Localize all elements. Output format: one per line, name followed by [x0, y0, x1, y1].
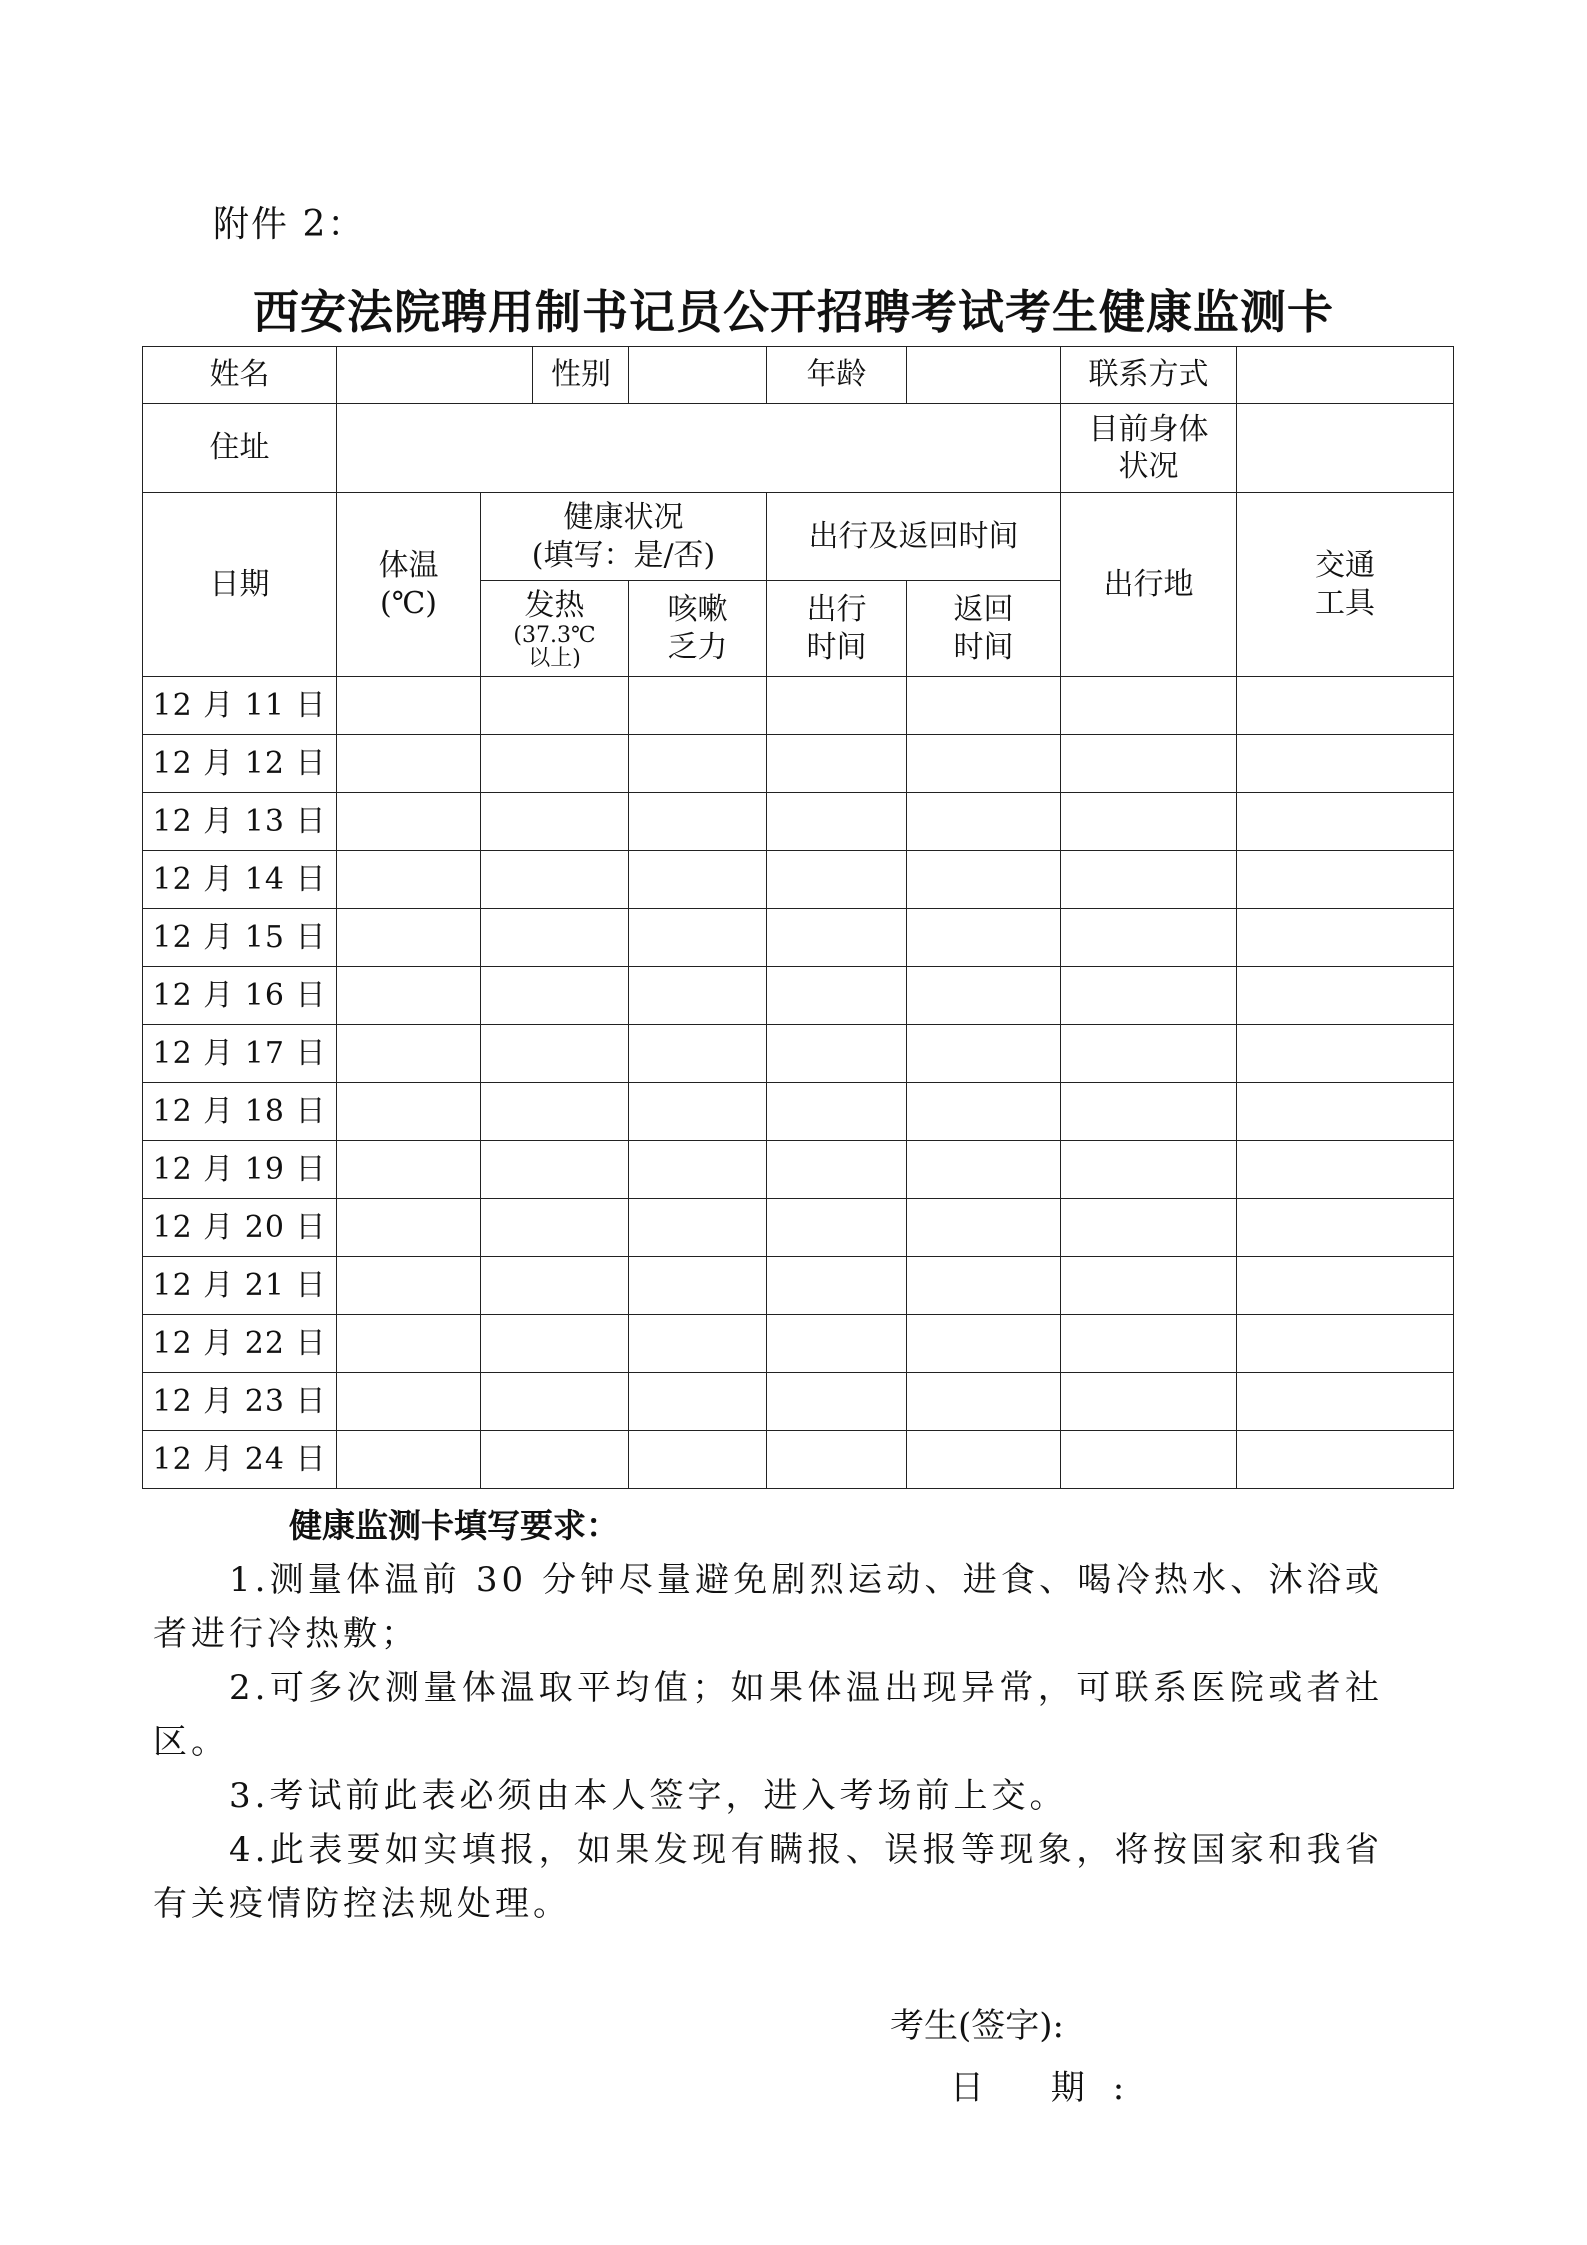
date-cell: 12 月 15 日 — [143, 909, 337, 967]
destination-cell[interactable] — [1061, 1199, 1237, 1257]
cough-cell[interactable] — [629, 1315, 767, 1373]
cough-cell[interactable] — [629, 793, 767, 851]
depart-cell[interactable] — [767, 1315, 907, 1373]
age-field[interactable] — [907, 347, 1061, 404]
requirement-item: 4.此表要如实填报，如果发现有瞒报、误报等现象，将按国家和我省有关疫情防控法规处理。 — [153, 1830, 1383, 1924]
fever-cell[interactable] — [481, 1199, 629, 1257]
cough-header-line1: 咳嗽 — [667, 592, 728, 627]
fever-cell[interactable] — [481, 1373, 629, 1431]
temperature-header — [337, 493, 481, 677]
date-cell: 12 月 19 日 — [143, 1141, 337, 1199]
date-cell: 12 月 18 日 — [143, 1083, 337, 1141]
destination-cell[interactable] — [1061, 967, 1237, 1025]
signature-block — [890, 1995, 1152, 2119]
destination-cell[interactable] — [1061, 1431, 1237, 1489]
date-cell: 12 月 11 日 — [143, 677, 337, 735]
address-label: 住址 — [143, 404, 337, 493]
depart-cell[interactable] — [767, 1199, 907, 1257]
fever-header — [481, 581, 629, 677]
table-row — [143, 1199, 1454, 1257]
transport-cell[interactable] — [1237, 1141, 1454, 1199]
requirement-item: 3.考试前此表必须由本人签字，进入考场前上交。 — [229, 1776, 1068, 1816]
cough-fatigue-header — [629, 581, 767, 677]
date-cell: 12 月 14 日 — [143, 851, 337, 909]
return-cell[interactable] — [907, 1199, 1061, 1257]
destination-cell[interactable] — [1061, 1257, 1237, 1315]
return-cell[interactable] — [907, 793, 1061, 851]
temperature-cell[interactable] — [337, 677, 481, 735]
temperature-cell[interactable] — [337, 851, 481, 909]
transport-cell[interactable] — [1237, 1025, 1454, 1083]
transport-cell[interactable] — [1237, 735, 1454, 793]
fever-cell[interactable] — [481, 1083, 629, 1141]
health-condition-header-line2: (填写：是/否) — [531, 537, 716, 573]
table-row — [143, 1025, 1454, 1083]
temperature-cell[interactable] — [337, 1257, 481, 1315]
depart-cell[interactable] — [767, 1373, 907, 1431]
return-cell[interactable] — [907, 1257, 1061, 1315]
temperature-cell[interactable] — [337, 1083, 481, 1141]
transport-cell[interactable] — [1237, 909, 1454, 967]
destination-cell[interactable] — [1061, 1083, 1237, 1141]
date-cell: 12 月 21 日 — [143, 1257, 337, 1315]
return-cell[interactable] — [907, 735, 1061, 793]
attachment-label: 附件 2： — [213, 204, 366, 245]
table-row — [143, 909, 1454, 967]
cough-cell[interactable] — [629, 677, 767, 735]
destination-cell[interactable] — [1061, 735, 1237, 793]
health-status-label-line1: 目前身体 — [1088, 411, 1209, 447]
temperature-cell[interactable] — [337, 1373, 481, 1431]
return-header-line2: 时间 — [953, 629, 1014, 665]
cough-cell[interactable] — [629, 1431, 767, 1489]
transport-cell[interactable] — [1237, 793, 1454, 851]
depart-cell[interactable] — [767, 1431, 907, 1489]
fever-cell[interactable] — [481, 1315, 629, 1373]
fever-cell[interactable] — [481, 1141, 629, 1199]
date-cell: 12 月 16 日 — [143, 967, 337, 1025]
date-cell: 12 月 12 日 — [143, 735, 337, 793]
cough-cell[interactable] — [629, 1083, 767, 1141]
depart-cell[interactable] — [767, 793, 907, 851]
contact-field[interactable] — [1237, 347, 1454, 404]
age-label: 年龄 — [767, 347, 907, 404]
table-row — [143, 677, 1454, 735]
health-status-label — [1061, 404, 1237, 493]
cough-cell[interactable] — [629, 1199, 767, 1257]
page-title: 西安法院聘用制书记员公开招聘考试考生健康监测卡 — [253, 285, 1334, 339]
cough-cell[interactable] — [629, 909, 767, 967]
health-status-field[interactable] — [1237, 404, 1454, 493]
cough-header-line2: 乏力 — [667, 629, 728, 665]
depart-header-line2: 时间 — [806, 629, 867, 665]
table-row — [143, 1315, 1454, 1373]
address-field[interactable] — [337, 404, 1061, 493]
depart-cell[interactable] — [767, 1141, 907, 1199]
table-row — [143, 851, 1454, 909]
transport-header-line2: 工具 — [1315, 585, 1375, 621]
fever-cell[interactable] — [481, 909, 629, 967]
health-condition-header-line1: 健康状况 — [563, 500, 684, 535]
destination-cell[interactable] — [1061, 1315, 1237, 1373]
depart-cell[interactable] — [767, 1083, 907, 1141]
fever-cell[interactable] — [481, 1431, 629, 1489]
cough-cell[interactable] — [629, 1141, 767, 1199]
transport-cell[interactable] — [1237, 1083, 1454, 1141]
temperature-cell[interactable] — [337, 967, 481, 1025]
name-label: 姓名 — [143, 347, 337, 404]
transport-header-line1: 交通 — [1315, 548, 1375, 583]
transport-cell[interactable] — [1237, 1315, 1454, 1373]
destination-cell[interactable] — [1061, 1373, 1237, 1431]
requirements-title: 健康监测卡填写要求： — [289, 1506, 619, 1545]
gender-label: 性别 — [532, 347, 629, 403]
transport-cell[interactable] — [1237, 851, 1454, 909]
transport-cell[interactable] — [1237, 1199, 1454, 1257]
return-cell[interactable] — [907, 909, 1061, 967]
return-cell[interactable] — [907, 851, 1061, 909]
cough-cell[interactable] — [629, 1025, 767, 1083]
gender-field[interactable] — [629, 347, 767, 404]
transport-cell[interactable] — [1237, 677, 1454, 735]
cough-cell[interactable] — [629, 851, 767, 909]
table-row — [143, 1431, 1454, 1489]
depart-cell[interactable] — [767, 1257, 907, 1315]
table-row — [143, 1083, 1454, 1141]
temperature-header-line1: 体温 — [378, 548, 439, 583]
cough-cell[interactable] — [629, 1373, 767, 1431]
date-cell: 12 月 20 日 — [143, 1199, 337, 1257]
return-cell[interactable] — [907, 1315, 1061, 1373]
temperature-cell[interactable] — [337, 1141, 481, 1199]
date-cell: 12 月 22 日 — [143, 1315, 337, 1373]
fever-cell[interactable] — [481, 967, 629, 1025]
depart-cell[interactable] — [767, 677, 907, 735]
destination-cell[interactable] — [1061, 1141, 1237, 1199]
return-cell[interactable] — [907, 1025, 1061, 1083]
table-row — [143, 1141, 1454, 1199]
fever-cell[interactable] — [481, 1025, 629, 1083]
fever-cell[interactable] — [481, 1257, 629, 1315]
destination-cell[interactable] — [1061, 909, 1237, 967]
destination-cell[interactable] — [1061, 793, 1237, 851]
cough-cell[interactable] — [629, 735, 767, 793]
depart-cell[interactable] — [767, 851, 907, 909]
destination-header: 出行地 — [1061, 493, 1237, 677]
signature-date-label: 日 期: — [950, 2068, 1153, 2108]
transport-cell[interactable] — [1237, 1431, 1454, 1489]
date-cell: 12 月 23 日 — [143, 1373, 337, 1431]
contact-label: 联系方式 — [1061, 347, 1237, 404]
date-cell: 12 月 24 日 — [143, 1431, 337, 1489]
fever-cell[interactable] — [481, 793, 629, 851]
depart-time-header — [767, 581, 907, 677]
temperature-cell[interactable] — [337, 1025, 481, 1083]
travel-time-header: 出行及返回时间 — [767, 493, 1061, 581]
temperature-cell[interactable] — [337, 1315, 481, 1373]
fever-header-label: 发热 — [524, 587, 585, 623]
date-header: 日期 — [143, 493, 337, 677]
table-row — [143, 735, 1454, 793]
health-monitoring-table — [142, 346, 1454, 1489]
table-row — [143, 967, 1454, 1025]
cough-cell[interactable] — [629, 1257, 767, 1315]
temperature-cell[interactable] — [337, 793, 481, 851]
return-cell[interactable] — [907, 1373, 1061, 1431]
fever-cell[interactable] — [481, 851, 629, 909]
table-row — [143, 1257, 1454, 1315]
destination-cell[interactable] — [1061, 1025, 1237, 1083]
depart-cell[interactable] — [767, 967, 907, 1025]
destination-cell[interactable] — [1061, 851, 1237, 909]
health-status-label-line2: 状况 — [1118, 449, 1179, 484]
signature-label: 考生(签字): — [890, 2006, 1064, 2046]
fever-note-line1: (37.3℃ — [513, 623, 596, 649]
cough-cell[interactable] — [629, 967, 767, 1025]
name-field[interactable] — [337, 347, 629, 404]
date-cell: 12 月 17 日 — [143, 1025, 337, 1083]
depart-cell[interactable] — [767, 909, 907, 967]
return-cell[interactable] — [907, 677, 1061, 735]
destination-cell[interactable] — [1061, 677, 1237, 735]
temperature-cell[interactable] — [337, 735, 481, 793]
depart-header-line1: 出行 — [806, 592, 867, 627]
temperature-cell[interactable] — [337, 1431, 481, 1489]
health-condition-header — [481, 493, 767, 581]
return-header-line1: 返回 — [953, 592, 1014, 627]
temperature-cell[interactable] — [337, 1199, 481, 1257]
return-time-header — [907, 581, 1061, 677]
transport-cell[interactable] — [1237, 1373, 1454, 1431]
depart-cell[interactable] — [767, 735, 907, 793]
requirement-item: 1.测量体温前 30 分钟尽量避免剧烈运动、进食、喝冷热水、沐浴或者进行冷热敷； — [153, 1560, 1383, 1654]
table-row — [143, 793, 1454, 851]
return-cell[interactable] — [907, 1083, 1061, 1141]
fever-note-line2: 以上) — [528, 646, 581, 672]
date-cell: 12 月 13 日 — [143, 793, 337, 851]
transport-cell[interactable] — [1237, 1257, 1454, 1315]
temperature-cell[interactable] — [337, 909, 481, 967]
return-cell[interactable] — [907, 1431, 1061, 1489]
fever-cell[interactable] — [481, 677, 629, 735]
return-cell[interactable] — [907, 1141, 1061, 1199]
temperature-header-line2: (℃) — [380, 585, 437, 621]
transport-header — [1237, 493, 1454, 677]
transport-cell[interactable] — [1237, 967, 1454, 1025]
depart-cell[interactable] — [767, 1025, 907, 1083]
requirements-section — [153, 1500, 1383, 1931]
fever-cell[interactable] — [481, 735, 629, 793]
return-cell[interactable] — [907, 967, 1061, 1025]
table-row — [143, 1373, 1454, 1431]
requirement-item: 2.可多次测量体温取平均值；如果体温出现异常，可联系医院或者社区。 — [153, 1668, 1383, 1762]
